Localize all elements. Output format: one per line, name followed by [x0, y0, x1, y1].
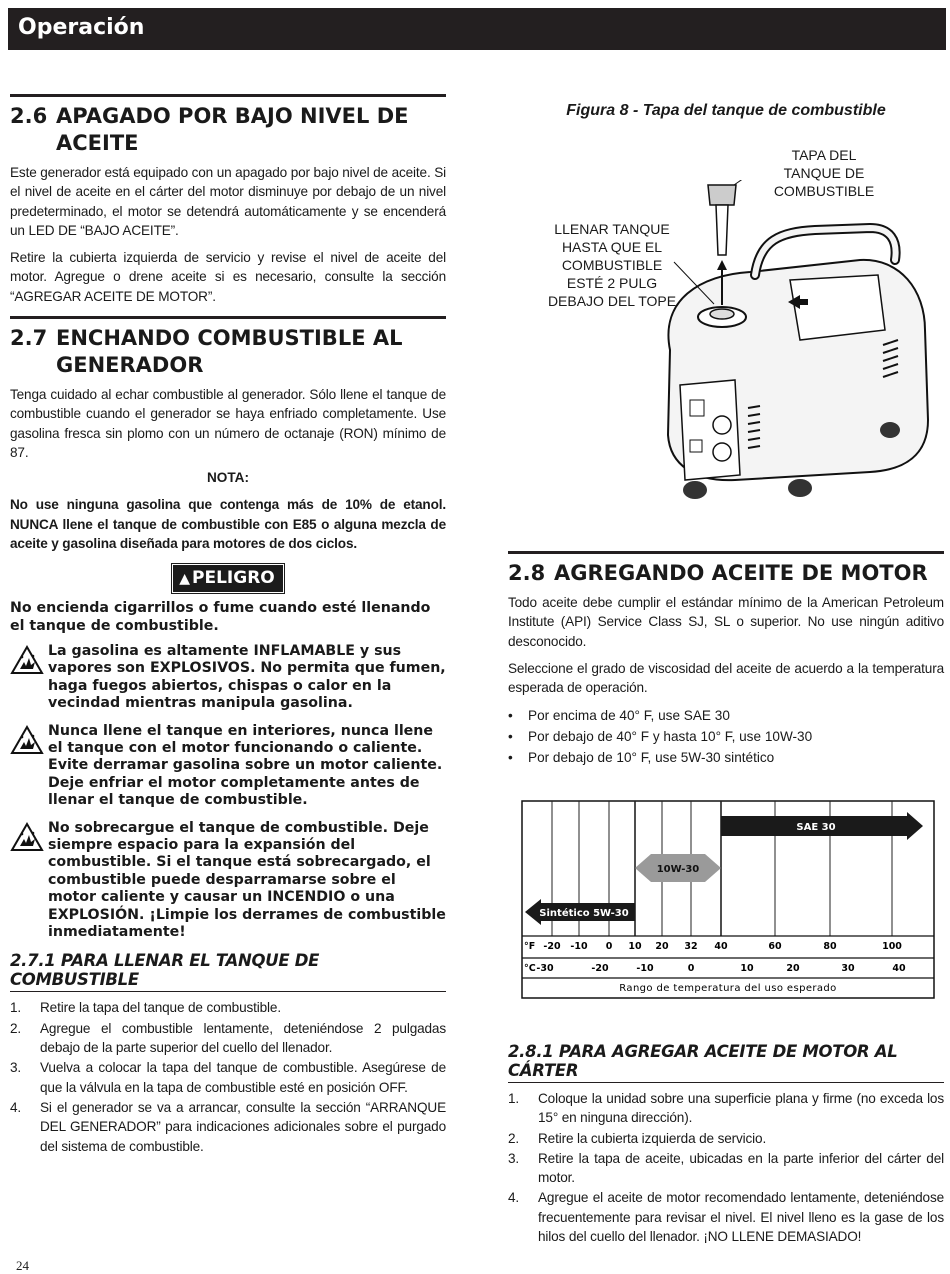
right-column: [508, 94, 944, 120]
series-label: SAE 30: [796, 822, 836, 833]
f-tick-label: 40: [714, 941, 728, 952]
warning-triangle-icon: ▲: [179, 571, 191, 588]
section-2-8-paragraph-2: Seleccione el grado de viscosidad del aceite de acuerdo a la temperatura esperada de operación.: [508, 660, 944, 696]
f-axis-label: °F: [524, 941, 536, 952]
f-tick-label: 60: [768, 941, 782, 952]
section-2-7-paragraph-1: Tenga cuidado al echar combustible al generador. Sólo llene el tanque de combustible cuando el generador se haya enfriado completamente. Use gasolina fresca sin plomo con un número de octanaje (RON) mínimo de 87.: [10, 387, 446, 460]
warning-item: La gasolina es altamente INFLAMABLE y sus vapores son EXPLOSIVOS. No permita que fumen, haga fuegos abiertos, chispas o calor en la vecindad mientras manipula gasolina.: [10, 643, 446, 713]
c-axis-label: °C: [524, 963, 536, 974]
section-2-6-heading: 2.6 APAGADO POR BAJO NIVEL DE ACEITE: [10, 104, 409, 155]
section-2-8: [508, 551, 944, 768]
list-item: 3. Vuelva a colocar la tapa del tanque de combustible. Asegúrese de que la válvula en la tapa de combustible esté en posición OFF.: [10, 1060, 446, 1095]
explosion-hazard-icon: [10, 820, 48, 942]
series-label: 10W-30: [656, 864, 700, 875]
section-2-6-paragraph-1: Este generador está equipado con un apagado por bajo nivel de aceite. Si el nivel de aceite en el cárter del motor disminuye por debajo de un nivel predeterminado, el motor se detendrá automáticamente y se encenderá un LED DE “BAJO ACEITE”.: [10, 165, 446, 238]
c-tick-label: 10: [740, 963, 754, 974]
f-tick-label: 80: [823, 941, 837, 952]
fuel-steps-list: [10, 998, 446, 1155]
list-item: 3. Retire la tapa de aceite, ubicadas en la parte inferior del cárter del motor.: [508, 1150, 944, 1186]
section-2-7-1-heading: 2.7.1 PARA LLENAR EL TANQUE DE COMBUSTIBLE: [10, 951, 446, 992]
header-banner: [8, 8, 946, 50]
oil-temperature-chart: [521, 800, 935, 1000]
section-2-8-paragraph-1: Todo aceite debe cumplir el estándar mínimo de la American Petroleum Institute (API) Service Class SJ, SL o superior. No use ningún aditivo desconocido.: [508, 595, 944, 649]
peligro-lead-text: No encienda cigarrillos o fume cuando esté llenando el tanque de combustible.: [10, 600, 431, 634]
list-item: • Por encima de 40° F, use SAE 30: [508, 708, 730, 724]
warning-item: Nunca llene el tanque en interiores, nunca llene el tanque con el motor funcionando o caliente. Evite derramar gasolina sobre un motor caliente. Deje enfriar el motor completamente antes de llenar el tanque de combustible.: [10, 723, 446, 810]
f-tick-label: -10: [570, 941, 588, 952]
f-tick-label: 0: [605, 941, 613, 952]
left-column: [10, 94, 446, 1157]
banner-title: Operación: [18, 15, 145, 40]
page-number: 24: [16, 1258, 29, 1273]
c-tick-label: 0: [687, 963, 695, 974]
list-item: 1. Coloque la unidad sobre una superficie plana y firme (no exceda los 15° en ninguna dirección).: [508, 1091, 944, 1126]
explosion-hazard-icon: [10, 723, 48, 810]
section-2-8-heading: 2.8 AGREGANDO ACEITE DE MOTOR: [508, 561, 928, 585]
c-tick-label: 20: [786, 963, 800, 974]
c-tick-label: -10: [636, 963, 654, 974]
peligro-label: ▲ PELIGRO: [173, 565, 283, 592]
explosion-hazard-icon: [10, 643, 48, 713]
callout-fuel-cap: TAPA DEL TANQUE DE COMBUSTIBLE: [773, 147, 875, 199]
f-tick-label: 20: [655, 941, 669, 952]
peligro-banner: [10, 565, 446, 592]
list-item: 4. Si el generador se va a arrancar, consulte la sección “ARRANQUE DEL GENERADOR” para indicaciones adicionales sobre el purgado del sistema de combustible.: [10, 1099, 446, 1154]
section-2-8-1-heading: 2.8.1 PARA AGREGAR ACEITE DE MOTOR AL CÁRTER: [508, 1042, 944, 1083]
warning-item: No sobrecargue el tanque de combustible. Deje siempre espacio para la expansión del combustible. Si el tanque está sobrecargado, el combustible puede desparramarse sobre el motor caliente y causar un INCENDIO o una EXPLOSIÓN. ¡Limpie los derrames de combustible inmediatamente!: [10, 820, 446, 942]
list-item: • Por debajo de 40° F y hasta 10° F, use 10W-30: [508, 729, 813, 745]
f-tick-label: 32: [684, 941, 698, 952]
list-item: 4. Agregue el aceite de motor recomendado lentamente, deteniéndose frecuentemente para revisar el nivel. El nivel lleno es la gase de los hilos del cuello del llenador. ¡NO LLENE DEMASIADO!: [508, 1190, 944, 1245]
f-tick-label: -20: [543, 941, 561, 952]
c-tick-label: 30: [841, 963, 855, 974]
list-item: 2. Retire la cubierta izquierda de servicio.: [508, 1130, 767, 1146]
section-2-7: [10, 316, 446, 1156]
chart-title: Rango de temperatura del uso esperado: [619, 983, 837, 994]
list-item: • Por debajo de 10° F, use 5W-30 sintético: [508, 750, 775, 766]
c-tick-label: 40: [892, 963, 906, 974]
f-tick-label: 100: [882, 941, 902, 952]
list-item: 2. Agregue el combustible lentamente, deteniéndose 2 pulgadas debajo de la parte superior del cuello del llenador.: [10, 1020, 446, 1056]
f-tick-label: 10: [628, 941, 642, 952]
section-2-8-1: [508, 1032, 944, 1247]
nota-text: No use ninguna gasolina que contenga más de 10% de etanol. NUNCA llene el tanque de combustible con E85 o alguna mezcla de aceite y gasolina diseñada para motores de dos ciclos.: [10, 497, 446, 551]
list-item: 1. Retire la tapa del tanque de combustible.: [10, 1000, 281, 1016]
section-2-7-heading: 2.7 ENCHANDO COMBUSTIBLE AL GENERADOR: [10, 326, 403, 378]
nota-label: NOTA:: [206, 470, 250, 486]
figure-title: Figura 8 - Tapa del tanque de combustible: [566, 102, 886, 119]
viscosity-bullets: [508, 705, 944, 768]
section-2-6-paragraph-2: Retire la cubierta izquierda de servicio y revise el nivel de aceite del motor. Agregue o drene aceite si es necesario, consulte la sección “AGREGAR ACEITE DE MOTOR”.: [10, 250, 446, 304]
c-tick-label: -20: [591, 963, 609, 974]
callout-fill-level: LLENAR TANQUE HASTA QUE EL COMBUSTIBLE ESTÉ 2 PULG DEBAJO DEL TOPE: [547, 221, 677, 309]
oil-steps-list: [508, 1089, 944, 1246]
section-2-6: [10, 94, 446, 306]
series-label: Sintético 5W-30: [539, 908, 629, 919]
c-tick-label: -30: [536, 963, 554, 974]
